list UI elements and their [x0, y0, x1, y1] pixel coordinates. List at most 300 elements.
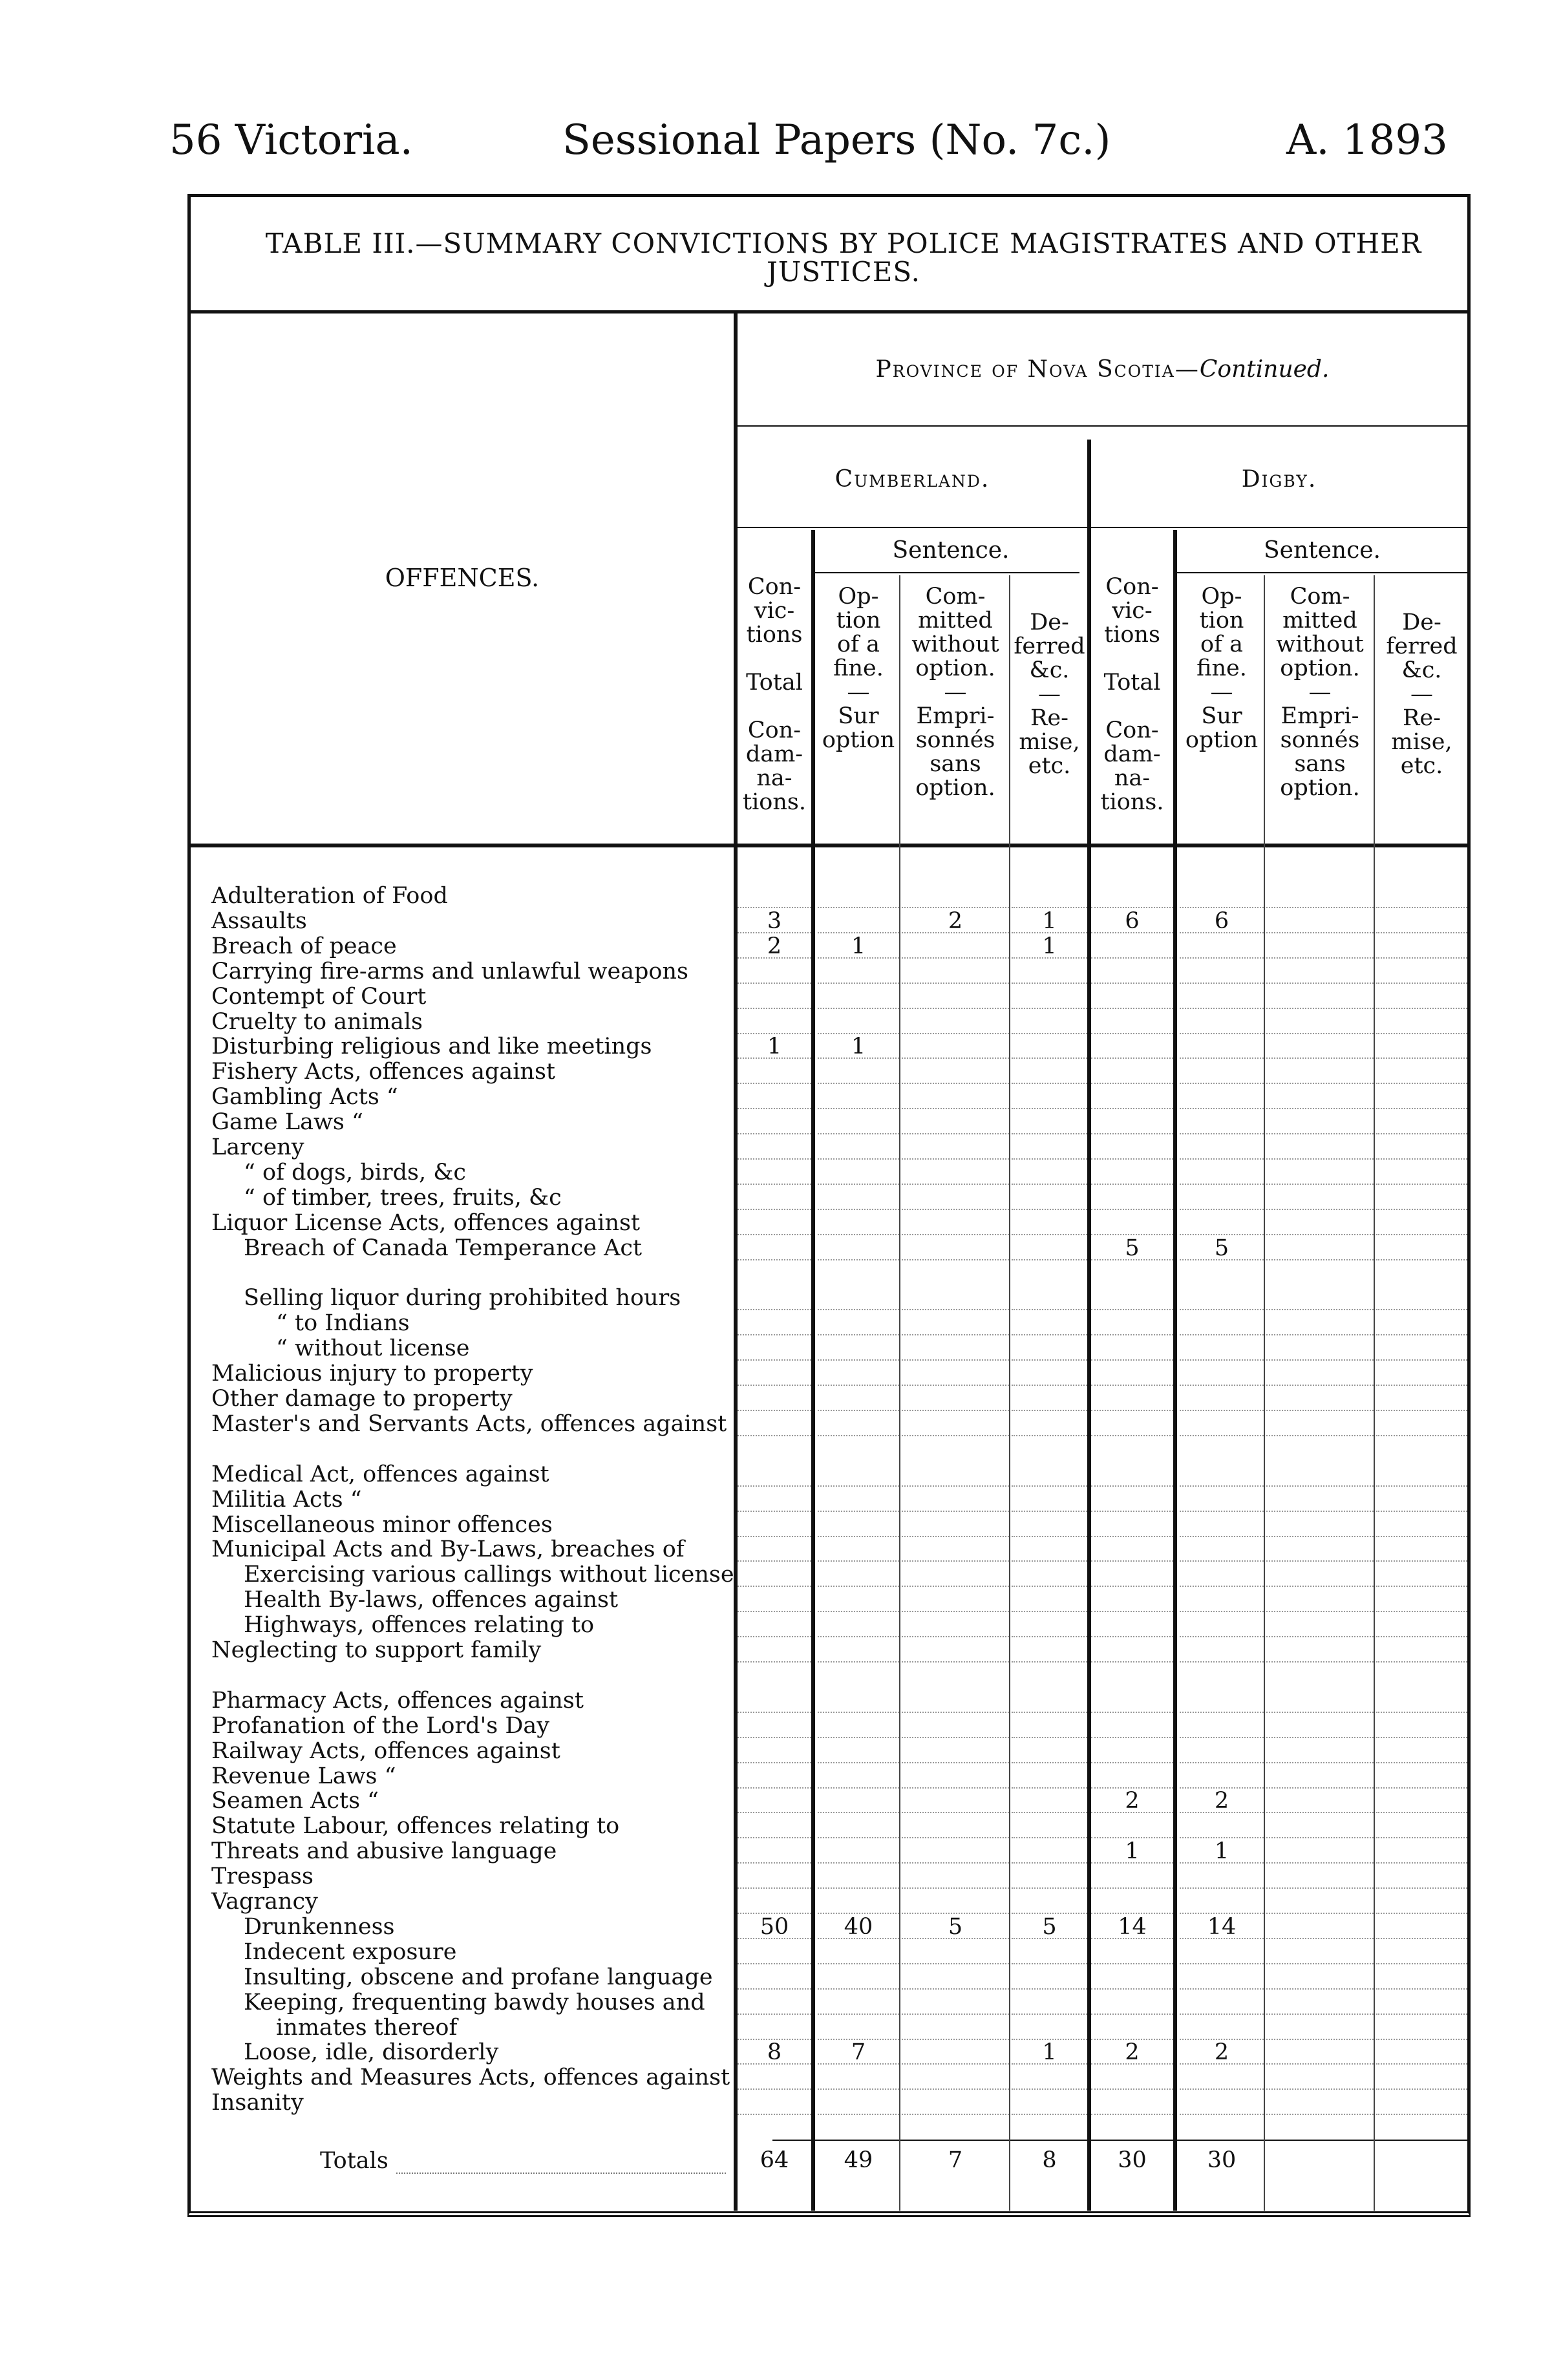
table-cell: [902, 1864, 1009, 1889]
table-cell: [818, 1236, 899, 1260]
table-cell: [738, 1487, 811, 1512]
sentence-rule-cumberland: [814, 572, 1079, 573]
table-cell: [1091, 1764, 1173, 1789]
table-cell: [818, 1613, 899, 1637]
table-cell: [1266, 1110, 1374, 1134]
table-cell: [1180, 1487, 1264, 1512]
table-cell: 2: [1091, 1789, 1173, 1813]
table-cell: [1012, 1361, 1087, 1386]
table-cell: [1091, 1437, 1173, 1460]
table-cell: [902, 1764, 1009, 1789]
table-cell: [1012, 1311, 1087, 1335]
table-cell: [1091, 1336, 1173, 1361]
table-cell: [1091, 1688, 1173, 1713]
col-header-line: —: [847, 679, 870, 705]
table-cell: [818, 1361, 899, 1386]
col-header-line: tions.: [1100, 789, 1164, 815]
table-cell: [1091, 1185, 1173, 1210]
table-cell: [902, 959, 1009, 984]
offence-label: Breach of peace: [211, 933, 397, 959]
table-cell: 2: [1180, 1789, 1264, 1813]
table-cell: [1091, 1286, 1173, 1310]
table-cell: [818, 1990, 899, 2015]
header-year: A. 1893: [1286, 116, 1448, 164]
offence-label: Keeping, frequenting bawdy houses and: [244, 1990, 705, 2015]
table-cell: [1266, 1864, 1374, 1889]
table-cell: [1266, 1085, 1374, 1109]
table-cell: [818, 1336, 899, 1361]
table-cell: [902, 1010, 1009, 1034]
table-cell: [1091, 1814, 1173, 1838]
table-cell: [1012, 1513, 1087, 1537]
table-cell: [1012, 1387, 1087, 1411]
table-cell: [738, 884, 811, 908]
table-cell: [1376, 1160, 1467, 1185]
table-cell: [1091, 1059, 1173, 1084]
table-cell: [1180, 1085, 1264, 1109]
offence-label: Miscellaneous minor offences: [211, 1512, 553, 1538]
col-header-line: vic-: [754, 598, 795, 624]
table-cell: [818, 2065, 899, 2090]
col-header-line: ferred: [1386, 633, 1458, 659]
col-header-committed-cumberland: [902, 585, 1009, 800]
table-cell: [1091, 1487, 1173, 1512]
table-cell: [1012, 1412, 1087, 1436]
table-cell: [1376, 934, 1467, 959]
table-cell: 1: [738, 1034, 811, 1059]
col-header-line: Re-: [1030, 705, 1068, 731]
table-cell: [1376, 1638, 1467, 1663]
table-cell: [738, 1688, 811, 1713]
table-cell: [902, 2015, 1009, 2040]
col-header-line: sans: [1294, 751, 1346, 777]
table-cell: [1180, 1739, 1264, 1763]
table-cell: [1376, 1462, 1467, 1487]
table-cell: [1091, 1638, 1173, 1663]
table-cell: [1091, 1412, 1173, 1436]
table-cell: [1266, 934, 1374, 959]
table-cell: [902, 1789, 1009, 1813]
table-cell: [1376, 1915, 1467, 1939]
table-cell: [818, 1714, 899, 1738]
col-header-line: without: [1276, 632, 1364, 657]
table-cell: [1376, 1562, 1467, 1587]
table-cell: [1266, 1361, 1374, 1386]
offence-label: “ of timber, trees, fruits, &c: [244, 1185, 562, 1211]
table-cell: [902, 1588, 1009, 1612]
table-cell: 1: [1012, 2040, 1087, 2065]
table-cell: [738, 1437, 811, 1460]
table-cell: [1266, 1714, 1374, 1738]
digby-total-divider: [1173, 530, 1177, 2211]
table-cell: [1376, 1714, 1467, 1738]
table-cell: [1266, 884, 1374, 908]
table-cell: [902, 1513, 1009, 1537]
table-cell: [1266, 1638, 1374, 1663]
table-cell: 14: [1091, 1915, 1173, 1939]
table-cell: [902, 1034, 1009, 1059]
table-cell: [738, 1010, 811, 1034]
offence-label: Indecent exposure: [244, 1939, 457, 1965]
col-header-option-digby: [1180, 585, 1264, 752]
table-cell: [902, 1814, 1009, 1838]
table-cell: [1180, 1764, 1264, 1789]
col-header-line: tions: [746, 622, 803, 648]
offence-label: Loose, idle, disorderly: [244, 2039, 499, 2065]
table-cell: [818, 1185, 899, 1210]
table-cell: [1012, 1185, 1087, 1210]
table-cell: [1180, 2065, 1264, 2090]
offence-label: Carrying fire-arms and unlawful weapons: [211, 959, 689, 984]
table-cell: [1266, 1236, 1374, 1260]
col-header-line: Op-: [1201, 584, 1242, 610]
table-cell: [1091, 934, 1173, 959]
district-cumberland: Cumberland.: [834, 466, 990, 493]
table-cell: 1: [1012, 934, 1087, 959]
table-cell: [818, 1211, 899, 1235]
table-cell: [1091, 1135, 1173, 1160]
col-header-line: Empri-: [916, 703, 995, 729]
table-cell: [1180, 1211, 1264, 1235]
table-cell: [818, 1311, 899, 1335]
table-cell: [902, 1236, 1009, 1260]
offence-label: “ to Indians: [276, 1310, 410, 1336]
table-cell: [1180, 1814, 1264, 1838]
col-header-line: Com-: [1290, 584, 1350, 610]
offence-label: Malicious injury to property: [211, 1361, 533, 1387]
table-cell: [738, 1085, 811, 1109]
table-cell: [738, 1965, 811, 1990]
offence-label: Contempt of Court: [211, 984, 427, 1010]
offence-label: Militia Acts “: [211, 1487, 362, 1513]
table-cell: [1012, 1537, 1087, 1562]
col-header-line: Re-: [1403, 705, 1441, 731]
table-cell: [902, 1261, 1009, 1284]
table-cell: [818, 1487, 899, 1512]
table-cell: [1091, 1110, 1173, 1134]
col-header-line: —: [1210, 679, 1233, 705]
table-cell: [1266, 2090, 1374, 2115]
table-cell: [1376, 1513, 1467, 1537]
offence-label: Seamen Acts “: [211, 1788, 379, 1814]
col-header-line: option: [1185, 727, 1259, 753]
col-header-option-cumberland: [818, 585, 899, 752]
col-header-line: ferred: [1014, 633, 1085, 659]
table-cell: 1: [818, 1034, 899, 1059]
offence-label: Threats and abusive language: [211, 1838, 557, 1864]
table-cell: [1266, 1513, 1374, 1537]
table-cell: 8: [738, 2040, 811, 2065]
col-header-line: na-: [756, 765, 792, 791]
table-cell: [818, 1135, 899, 1160]
table-cell: 14: [1180, 1915, 1264, 1939]
col-header-line: fine.: [1196, 655, 1247, 681]
offence-label: Game Laws “: [211, 1109, 363, 1135]
header-title: Sessional Papers (No. 7c.): [562, 116, 1111, 164]
header-bottom-rule: [191, 844, 1467, 847]
col-header-line: Empri-: [1281, 703, 1359, 729]
province-heading: Province of Nova Scotia—Continued.: [875, 356, 1330, 383]
table-cell: [1266, 2065, 1374, 2090]
table-cell: [1376, 884, 1467, 908]
table-cell: [1012, 1588, 1087, 1612]
table-cell: [1091, 1513, 1173, 1537]
table-cell: [738, 1236, 811, 1260]
table-cell: [902, 1613, 1009, 1637]
table-cell: [818, 1663, 899, 1686]
total-cell: 8: [1042, 2147, 1057, 2173]
table-cell: 5: [1091, 1236, 1173, 1260]
table-cell: [1091, 1085, 1173, 1109]
table-cell: [1376, 1814, 1467, 1838]
table-cell: [1376, 1437, 1467, 1460]
offence-label: Profanation of the Lord's Day: [211, 1713, 550, 1739]
table-cell: [738, 1387, 811, 1411]
col-header-line: [738, 647, 811, 671]
table-cell: [1180, 1437, 1264, 1460]
offence-label: Drunkenness: [244, 1914, 395, 1940]
table-cell: [1376, 909, 1467, 933]
col-header-line: Con-: [1105, 717, 1159, 743]
table-cell: [1376, 1361, 1467, 1386]
cumberland-total-divider: [811, 530, 815, 2211]
table-cell: [1091, 1034, 1173, 1059]
table-cell: [818, 2015, 899, 2040]
table-cell: [738, 2065, 811, 2090]
col-line-digby-option: [1264, 575, 1265, 2211]
col-header-convictions-digby: [1091, 575, 1173, 814]
col-header-line: fine.: [833, 655, 884, 681]
table-cell: [1376, 1034, 1467, 1059]
offence-label: Insulting, obscene and profane language: [244, 1964, 713, 1990]
table-cell: [738, 1889, 811, 1914]
table-cell: [1012, 1613, 1087, 1637]
table-cell: [1266, 2015, 1374, 2040]
table-cell: 2: [902, 909, 1009, 933]
offence-label: Adulteration of Food: [211, 883, 448, 909]
table-cell: [902, 1965, 1009, 1990]
table-cell: [1376, 1889, 1467, 1914]
col-header-line: Con-: [1105, 574, 1159, 600]
table-cell: [902, 1110, 1009, 1134]
col-header-line: sonnés: [915, 727, 995, 753]
province-rule: [734, 425, 1467, 427]
col-header-line: —: [1038, 681, 1061, 707]
table-cell: [1376, 1110, 1467, 1134]
table-cell: [738, 959, 811, 984]
table-cell: [1376, 1688, 1467, 1713]
table-cell: [1091, 2065, 1173, 2090]
table-cell: [1091, 1361, 1173, 1386]
col-header-line: sonnés: [1280, 727, 1360, 753]
district-digby: Digby.: [1241, 466, 1317, 493]
table-cell: [1012, 1663, 1087, 1686]
table-cell: [1012, 1688, 1087, 1713]
table-cell: [738, 1185, 811, 1210]
table-cell: [1012, 1714, 1087, 1738]
table-cell: [818, 1940, 899, 1964]
table-cell: [1180, 1059, 1264, 1084]
col-header-line: dam-: [1103, 741, 1161, 767]
table-cell: [1091, 1261, 1173, 1284]
col-header-line: De-: [1402, 610, 1441, 635]
table-cell: [1180, 1311, 1264, 1335]
table-cell: [1266, 984, 1374, 1009]
table-cell: [1376, 1990, 1467, 2015]
col-line-cumberland-option: [899, 575, 900, 2211]
table-cell: [1012, 1437, 1087, 1460]
table-cell: [818, 1110, 899, 1134]
table-cell: [902, 984, 1009, 1009]
table-cell: 6: [1180, 909, 1264, 933]
table-cell: [1266, 1789, 1374, 1813]
table-cell: [1376, 1185, 1467, 1210]
table-cell: [902, 1160, 1009, 1185]
table-cell: [818, 1286, 899, 1310]
district-rule: [734, 527, 1467, 528]
table-cell: [1012, 1487, 1087, 1512]
table-cell: [1012, 959, 1087, 984]
table-cell: [1180, 1135, 1264, 1160]
table-cell: [1266, 1034, 1374, 1059]
offence-label: Trespass: [211, 1864, 314, 1889]
table-cell: [738, 1537, 811, 1562]
table-cell: [1180, 1663, 1264, 1686]
col-header-line: sans: [930, 751, 981, 777]
table-cell: [818, 1839, 899, 1864]
col-header-line: option.: [915, 655, 995, 681]
offence-label: Fishery Acts, offences against: [211, 1059, 555, 1085]
table-cell: [1091, 1211, 1173, 1235]
table-cell: 5: [1180, 1236, 1264, 1260]
col-header-line: etc.: [1028, 753, 1071, 779]
table-cell: [1091, 1889, 1173, 1914]
table-cell: [902, 1412, 1009, 1436]
table-cell: [1012, 2065, 1087, 2090]
table-cell: [902, 1185, 1009, 1210]
table-cell: [1266, 1336, 1374, 1361]
table-cell: [1376, 1764, 1467, 1789]
table-cell: [902, 1361, 1009, 1386]
table-cell: [1091, 884, 1173, 908]
col-header-line: &c.: [1029, 657, 1070, 683]
table-cell: 50: [738, 1915, 811, 1939]
table-cell: [1012, 1990, 1087, 2015]
table-cell: [818, 2090, 899, 2115]
offence-label: Cruelty to animals: [211, 1009, 423, 1035]
sentence-rule-digby: [1176, 572, 1467, 573]
table-cell: [1376, 1059, 1467, 1084]
col-header-line: [738, 695, 811, 719]
table-cell: [902, 934, 1009, 959]
table-cell: [1266, 959, 1374, 984]
table-cell: [818, 1412, 899, 1436]
table-cell: [1091, 959, 1173, 984]
table-cell: [1012, 1336, 1087, 1361]
table-cell: [1266, 1059, 1374, 1084]
col-header-line: na-: [1114, 765, 1151, 791]
table-cell: [738, 2090, 811, 2115]
col-header-line: option: [822, 727, 895, 753]
table-cell: 7: [818, 2040, 899, 2065]
table-cell: [1012, 1814, 1087, 1838]
table-cell: [1180, 1714, 1264, 1738]
table-cell: [1180, 1185, 1264, 1210]
table-cell: [1091, 1739, 1173, 1763]
col-line-cumberland-committed: [1009, 575, 1010, 2211]
offence-label: Revenue Laws “: [211, 1763, 396, 1789]
table-cell: [1266, 1311, 1374, 1335]
table-cell: [902, 2040, 1009, 2065]
table-cell: [902, 1940, 1009, 1964]
table-cell: [738, 1739, 811, 1763]
table-cell: [1266, 1286, 1374, 1310]
col-header-line: dam-: [745, 741, 803, 767]
table-cell: [1180, 1638, 1264, 1663]
table-cell: [1376, 1010, 1467, 1034]
table-cell: [1376, 1613, 1467, 1637]
offence-label: Weights and Measures Acts, offences against: [211, 2065, 730, 2090]
table-cell: [1266, 1739, 1374, 1763]
col-header-line: etc.: [1400, 753, 1443, 779]
total-cell: 30: [1207, 2147, 1237, 2173]
table-cell: [1012, 1135, 1087, 1160]
table-cell: [818, 884, 899, 908]
sentence-label-cumberland: Sentence.: [892, 537, 1010, 564]
table-cell: [902, 1537, 1009, 1562]
offence-label: Insanity: [211, 2090, 304, 2116]
offence-label: Assaults: [211, 908, 307, 934]
table-cell: [818, 1562, 899, 1587]
table-cell: [1012, 1286, 1087, 1310]
table-cell: [738, 984, 811, 1009]
table-cell: [1091, 1537, 1173, 1562]
table-cell: [738, 1613, 811, 1637]
table-cell: [902, 1688, 1009, 1713]
table-cell: [1376, 1965, 1467, 1990]
table-cell: 3: [738, 909, 811, 933]
col-header-line: &c.: [1401, 657, 1442, 683]
totals-leader: [396, 2148, 726, 2174]
table-cell: [1266, 1588, 1374, 1612]
summary-table: [187, 194, 1471, 2217]
offence-label: Neglecting to support family: [211, 1637, 542, 1663]
table-cell: [902, 1085, 1009, 1109]
table-cell: [1180, 1537, 1264, 1562]
table-cell: [738, 1864, 811, 1889]
table-cell: [1180, 1034, 1264, 1059]
table-cell: [1376, 1487, 1467, 1512]
table-cell: [1012, 1940, 1087, 1964]
table-cell: [1091, 1311, 1173, 1335]
table-cell: [1376, 1588, 1467, 1612]
col-header-line: Sur: [838, 703, 879, 729]
table-cell: [1091, 984, 1173, 1009]
table-cell: 5: [902, 1915, 1009, 1939]
table-cell: [902, 1462, 1009, 1487]
col-header-deferred-cumberland: [1012, 611, 1087, 778]
table-cell: [1266, 1764, 1374, 1789]
col-header-line: option.: [1280, 655, 1360, 681]
table-cell: [902, 1663, 1009, 1686]
table-cell: [1180, 2015, 1264, 2040]
offence-label: “ of dogs, birds, &c: [244, 1160, 466, 1185]
offence-label: Railway Acts, offences against: [211, 1738, 560, 1764]
table-cell: [738, 1110, 811, 1134]
table-cell: [738, 1311, 811, 1335]
col-header-committed-digby: [1266, 585, 1374, 800]
table-cell: [1376, 1839, 1467, 1864]
